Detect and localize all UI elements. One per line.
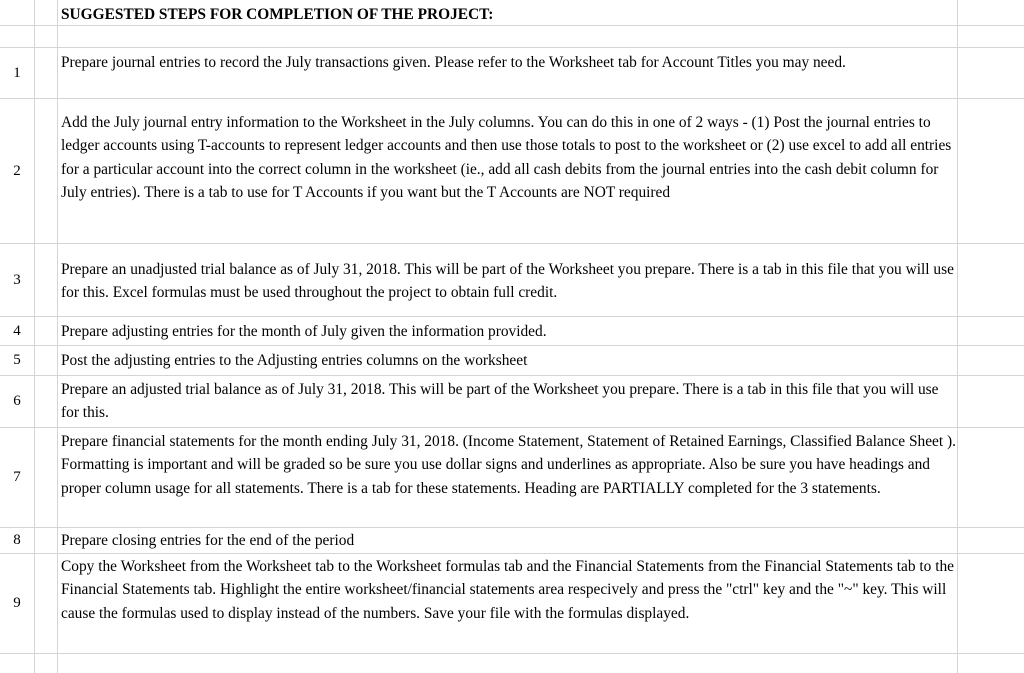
step-row-7[interactable] — [0, 428, 1024, 528]
blank-row[interactable] — [0, 654, 1024, 673]
step-text: Prepare journal entries to record the July transactions given. Please refer to the Worksheet tab for Account Titles you may need. — [61, 54, 846, 71]
step-row-3[interactable] — [0, 244, 1024, 317]
step-text: Prepare financial statements for the month ending July 31, 2018. (Income Statement, Statement of Retained Earnings, Classified Balance Sheet ). Formatting is important and will be graded so be sure you use dollar signs and underlines as appropriate. Also be sure you have headings and proper column usage for all statements. There is a tab for these statements. Heading are PARTIALLY completed for the 3 statements. — [61, 433, 956, 497]
step-row-6[interactable] — [0, 376, 1024, 428]
step-number: 5 — [13, 352, 21, 368]
step-number: 7 — [13, 469, 21, 485]
step-number: 9 — [13, 595, 21, 611]
step-text: Copy the Worksheet from the Worksheet tab to the Worksheet formulas tab and the Financial Statements from the Financial Statements tab to the Financial Statements tab. Highlight the entire worksheet/financial statements area respecively and press the "ctrl" key and the "~" key. This will cause the formulas used to display instead of the numbers. Save your file with the formulas displayed. — [61, 558, 955, 622]
heading-row[interactable] — [0, 0, 1024, 26]
step-number: 1 — [13, 64, 21, 81]
step-number: 3 — [13, 271, 21, 288]
step-row-4[interactable] — [0, 317, 1024, 346]
step-row-2[interactable] — [0, 99, 1024, 244]
step-text: Prepare an unadjusted trial balance as of July 31, 2018. This will be part of the Worksheet you prepare. There is a tab in this file that you will use for this. Excel formulas must be used throughout the project to obtain full credit. — [61, 261, 954, 302]
sheet-heading: SUGGESTED STEPS FOR COMPLETION OF THE PROJECT: — [61, 6, 494, 23]
step-text: Post the adjusting entries to the Adjusting entries columns on the worksheet — [61, 352, 528, 369]
step-text: Prepare closing entries for the end of the period — [61, 532, 355, 549]
step-number: 8 — [13, 532, 21, 548]
step-row-1[interactable] — [0, 48, 1024, 99]
step-row-5[interactable] — [0, 346, 1024, 376]
step-row-9[interactable] — [0, 554, 1024, 654]
step-number: 2 — [13, 162, 21, 179]
step-number: 6 — [13, 393, 21, 409]
step-text: Prepare adjusting entries for the month of July given the information provided. — [61, 323, 547, 340]
blank-row[interactable] — [0, 26, 1024, 48]
step-row-8[interactable] — [0, 528, 1024, 554]
step-number: 4 — [13, 322, 21, 339]
step-text: Prepare an adjusted trial balance as of July 31, 2018. This will be part of the Worksheet you prepare. There is a tab in this file that you will use for this. — [61, 381, 939, 422]
step-text: Add the July journal entry information to the Worksheet in the July columns. You can do this in one of 2 ways - (1) Post the journal entries to ledger accounts using T-accounts to represent ledger accounts and then use those totals to post to the worksheet or (2) use excel to add all entries for a particular account into the correct column in the worksheet (ie., add all cash debits from the journal entries into the cash debit column for July entries). There is a tab to use for T Accounts if you want but the T Accounts are NOT required — [61, 114, 952, 202]
